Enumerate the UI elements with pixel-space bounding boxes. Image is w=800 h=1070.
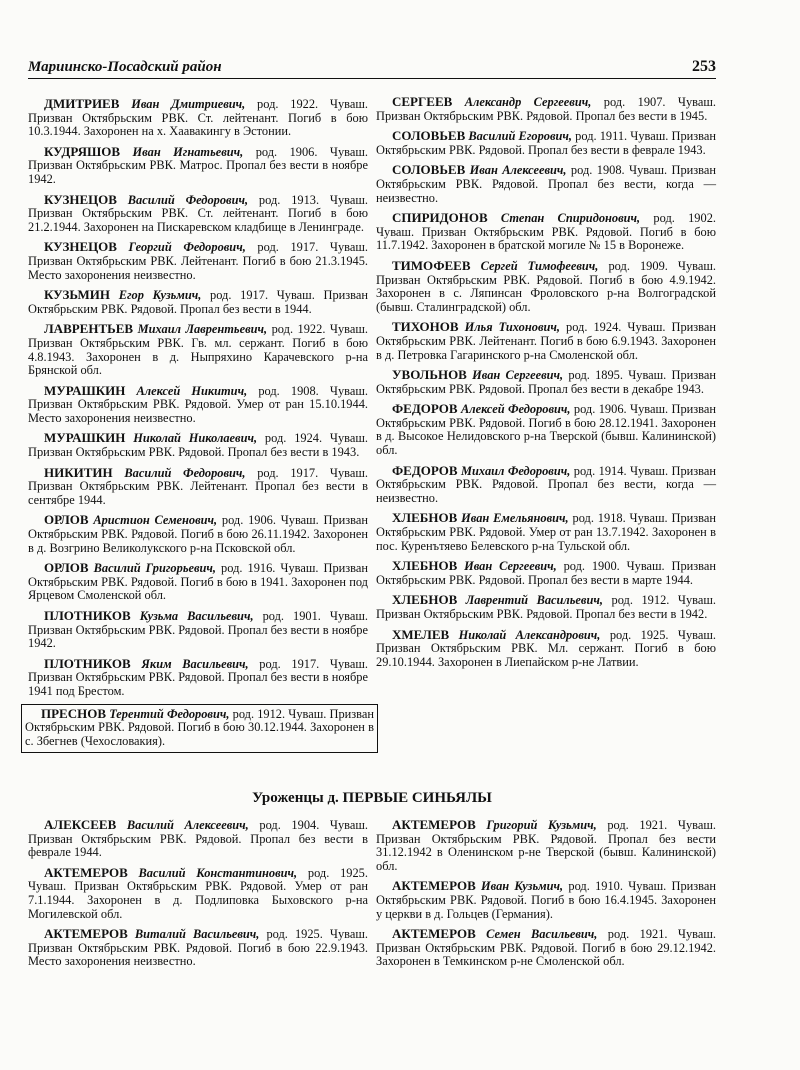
memorial-entry	[28, 561, 368, 603]
entry-surname: ХМЕЛЕВ	[392, 626, 450, 642]
entry-surname: ФЕДОРОВ	[392, 462, 458, 478]
entry-given-name: Сергей Тимофеевич,	[480, 258, 599, 273]
entry-surname: НИКИТИН	[44, 464, 113, 480]
memorial-entry	[28, 97, 368, 139]
entry-text: род. 1925. Чуваш. Призван Октябрьским РВК. Рядовой. Погиб в бою 22.9.1943. Место захоронения неизвестно.	[28, 927, 368, 969]
entry-given-name: Василий Федорович,	[124, 465, 246, 480]
entry-given-name: Василий Федорович,	[127, 192, 249, 207]
section-title: Уроженцы д. ПЕРВЫЕ СИНЬЯЛЫ	[252, 790, 492, 806]
entry-given-name: Александр Сергеевич,	[464, 95, 592, 109]
memorial-entry	[21, 704, 378, 754]
entry-text: род. 1900. Чуваш. Призван Октябрьским РВК. Рядовой. Пропал без вести в марте 1944.	[376, 559, 716, 587]
entry-surname: ПРЕСНОВ	[41, 705, 107, 721]
entry-given-name: Георгий Федорович,	[128, 240, 246, 255]
memorial-entry	[28, 431, 368, 459]
entry-text: род. 1918. Чуваш. Призван Октябрьским РВК. Рядовой. Умер от ран 13.7.1942. Захоронен в пос. Куренътяево Белевского р-на Тульской обл.	[376, 511, 716, 553]
entry-given-name: Иван Игнатьевич,	[132, 144, 244, 159]
memorial-entry	[376, 211, 716, 253]
memorial-entry	[376, 511, 716, 553]
memorial-entry	[376, 368, 716, 396]
entry-text: род. 1917. Чуваш. Призван Октябрьским РВК. Лейтенант. Пропал без вести в сентябре 1944.	[28, 465, 368, 507]
entry-surname: ЛАВРЕНТЬЕВ	[44, 321, 134, 337]
entry-surname: АКТЕМЕРОВ	[392, 878, 476, 894]
entry-text: род. 1901. Чуваш. Призван Октябрьским РВК. Рядовой. Пропал без вести в ноябре 1942.	[28, 609, 368, 651]
entry-surname: ХЛЕБНОВ	[392, 592, 458, 608]
memorial-entry	[376, 464, 716, 506]
entry-text: род. 1912. Чуваш. Призван Октябрьским РВК. Рядовой. Пропал без вести в 1942.	[376, 593, 716, 621]
entry-given-name: Аристион Семенович,	[93, 513, 218, 528]
memorial-entry	[28, 513, 368, 555]
memorial-entry	[376, 593, 716, 621]
entry-surname: КУЗНЕЦОВ	[44, 239, 117, 255]
right-column	[376, 95, 716, 675]
entry-given-name: Егор Кузьмич,	[118, 288, 202, 303]
entry-surname: СЕРГЕЕВ	[392, 94, 453, 109]
entry-given-name: Семен Васильевич,	[486, 927, 598, 942]
entry-given-name: Николай Николаевич,	[133, 431, 258, 446]
memorial-entry	[376, 818, 716, 873]
entry-surname: КУДРЯШОВ	[44, 143, 121, 159]
entry-surname: АКТЕМЕРОВ	[44, 926, 128, 942]
entry-given-name: Илья Тихонович,	[464, 320, 560, 335]
memorial-entry	[28, 609, 368, 651]
memorial-entry	[28, 240, 368, 282]
entry-text: род. 1924. Чуваш. Призван Октябрьским РВК. Лейтенант. Погиб в бою 6.9.1943. Захоронен в д. Петровка Гагаринского р-на Смоленской обл.	[376, 320, 716, 362]
entry-surname: АКТЕМЕРОВ	[44, 864, 128, 880]
entry-text: род. 1902. Чуваш. Призван Октябрьским РВК. Рядовой. Погиб в бою 11.7.1942. Захоронен в братской могиле № 15 в Воронеже.	[376, 211, 716, 253]
entry-surname: ФЕДОРОВ	[392, 401, 458, 417]
entry-text: род. 1912. Чуваш. Призван Октябрьским РВК. Рядовой. Погиб в бою 30.12.1944. Захоронен в с. Збегнев (Чехословакия).	[25, 706, 374, 748]
running-header	[28, 56, 716, 79]
entry-surname: ТИМОФЕЕВ	[392, 257, 471, 273]
page-number: 253	[692, 58, 716, 75]
entry-surname: ОРЛОВ	[44, 560, 89, 576]
memorial-entry	[28, 145, 368, 187]
memorial-entry	[376, 95, 716, 123]
entry-text: род. 1904. Чуваш. Призван Октябрьским РВК. Рядовой. Пропал без вести в феврале 1944.	[28, 818, 368, 860]
entry-surname: ПЛОТНИКОВ	[44, 655, 131, 671]
memorial-entry	[376, 559, 716, 587]
entry-given-name: Михаил Федорович,	[461, 463, 571, 478]
left-column-section2	[28, 818, 368, 975]
entry-text: род. 1917. Чуваш. Призван Октябрьским РВК. Лейтенант. Погиб в бою 21.3.1945. Место захоронения неизвестно.	[28, 240, 369, 282]
memorial-entry	[28, 322, 368, 377]
entry-surname: АЛЕКСЕЕВ	[44, 817, 117, 832]
entry-surname: КУЗНЕЦОВ	[44, 191, 117, 207]
memorial-entry	[376, 129, 716, 157]
entry-text: род. 1917. Чуваш. Призван Октябрьским РВК. Рядовой. Пропал без вести в ноябре 1941 под Брестом.	[28, 656, 368, 698]
memorial-entry	[28, 866, 368, 921]
entry-text: род. 1925. Чуваш. Призван Октябрьским РВК. Рядовой. Умер от ран 7.1.1944. Захоронен в д. Подлиповка Быховского р-на Могилевской обл.	[28, 865, 368, 921]
entry-text: род. 1911. Чуваш. Призван Октябрьским РВК. Рядовой. Пропал без вести в феврале 1943.	[376, 129, 716, 157]
entry-surname: КУЗЬМИН	[44, 287, 110, 303]
entry-given-name: Виталий Васильевич,	[134, 927, 260, 942]
memorial-entry	[376, 320, 716, 362]
memorial-entry	[376, 879, 716, 921]
entry-text: род. 1910. Чуваш. Призван Октябрьским РВК. Рядовой. Погиб в бою 16.4.1945. Захоронен у церкви в д. Гольцев (Германия).	[376, 879, 717, 921]
right-column-section2	[376, 818, 716, 975]
memorial-entry	[376, 927, 716, 969]
entry-given-name: Иван Сергеевич,	[464, 559, 557, 574]
memorial-entry	[376, 628, 716, 670]
entry-given-name: Терентий Федорович,	[109, 706, 230, 721]
entry-text: род. 1906. Чуваш. Призван Октябрьским РВК. Рядовой. Погиб в бою 28.12.1941. Захоронен в д. Высокое Нелидовского р-на Тверской (бывш. Калининской) обл.	[376, 402, 716, 458]
entry-given-name: Григорий Кузьмич,	[486, 818, 597, 832]
entry-surname: УВОЛЬНОВ	[392, 367, 467, 383]
memorial-entry	[376, 163, 716, 205]
entry-text: род. 1907. Чуваш. Призван Октябрьским РВК. Рядовой. Пропал без вести в 1945.	[376, 95, 716, 123]
entry-text: род. 1922. Чуваш. Призван Октябрьским РВК. Гв. мл. сержант. Погиб в бою 4.8.1943. Захоронен в д. Ныпряхино Карачевского р-на Брянской обл.	[28, 322, 368, 378]
entry-surname: ОРЛОВ	[44, 512, 89, 528]
entry-text: род. 1917. Чуваш. Призван Октябрьским РВК. Рядовой. Пропал без вести в 1944.	[28, 288, 369, 316]
entry-given-name: Иван Алексеевич,	[469, 163, 567, 178]
entry-text: род. 1921. Чуваш. Призван Октябрьским РВК. Рядовой. Пропал без вести 31.12.1942 в Оленинском р-не Тверской (бывш. Калининской) обл.	[376, 818, 716, 873]
entry-surname: ТИХОНОВ	[392, 319, 459, 335]
entry-text: род. 1895. Чуваш. Призван Октябрьским РВК. Рядовой. Пропал без вести в декабре 1943.	[376, 368, 716, 396]
entry-text: род. 1909. Чуваш. Призван Октябрьским РВК. Рядовой. Погиб в бою 4.9.1942. Захоронен в с. Ляпинсан Фроловского р-на Волгоградской (бывш. Сталинградской) обл.	[376, 258, 716, 314]
entry-given-name: Алексей Никитич,	[136, 383, 248, 398]
memorial-entry	[28, 288, 368, 316]
entry-text: род. 1906. Чуваш. Призван Октябрьским РВК. Рядовой. Погиб в бою 26.11.1942. Захоронен в д. Возгрино Великолукского р-на Псковской обл.	[28, 513, 368, 555]
entry-text: род. 1913. Чуваш. Призван Октябрьским РВК. Ст. лейтенант. Погиб в бою 21.2.1944. Захоронен на Пискаревском кладбище в Ленинграде.	[28, 192, 368, 234]
memorial-entry	[28, 657, 368, 699]
entry-given-name: Лаврентий Васильевич,	[465, 593, 603, 608]
entry-given-name: Иван Емельянович,	[461, 511, 569, 526]
left-column	[25, 96, 374, 759]
memorial-entry	[28, 193, 368, 235]
entry-given-name: Василий Григорьевич,	[93, 561, 217, 576]
memorial-entry	[28, 466, 368, 508]
entry-surname: ХЛЕБНОВ	[392, 510, 458, 526]
entry-surname: МУРАШКИН	[44, 430, 126, 446]
entry-text: род. 1925. Чуваш. Призван Октябрьским РВК. Мл. сержант. Погиб в бою 29.10.1944. Захоронен в Лиепайском р-не Латвии.	[376, 627, 717, 669]
memorial-entry	[376, 402, 716, 457]
entry-surname: СОЛОВЬЕВ	[392, 162, 466, 178]
entry-text: род. 1908. Чуваш. Призван Октябрьским РВК. Рядовой. Умер от ран 15.10.1944. Место захоронения неизвестно.	[28, 383, 368, 425]
region-title: Мариинско-Посадский район	[28, 59, 222, 75]
entry-surname: МУРАШКИН	[44, 382, 126, 398]
entry-surname: ДМИТРИЕВ	[44, 96, 120, 111]
entry-given-name: Василий Егорович,	[468, 129, 573, 144]
entry-given-name: Иван Кузьмич,	[481, 879, 564, 894]
entry-text: род. 1906. Чуваш. Призван Октябрьским РВК. Матрос. Пропал без вести в ноябре 1942.	[28, 144, 368, 186]
entry-given-name: Яким Васильевич,	[141, 656, 249, 671]
entry-given-name: Михаил Лаврентьевич,	[137, 322, 268, 337]
entry-surname: СПИРИДОНОВ	[392, 210, 488, 226]
entry-surname: ХЛЕБНОВ	[392, 558, 458, 574]
memorial-entry	[28, 818, 368, 860]
entry-given-name: Василий Константинович,	[138, 865, 298, 880]
entry-text: род. 1924. Чуваш. Призван Октябрьским РВК. Рядовой. Пропал без вести в 1943.	[28, 431, 368, 460]
entry-text: род. 1921. Чуваш. Призван Октябрьским РВК. Рядовой. Погиб в бою 29.12.1942. Захоронен в Темкинском р-не Смоленской обл.	[376, 927, 716, 969]
entry-given-name: Кузьма Васильевич,	[139, 609, 254, 623]
entry-text: род. 1922. Чуваш. Призван Октябрьским РВК. Ст. лейтенант. Погиб в бою 10.3.1944. Захоронен на х. Хаавакингу в Эстонии.	[28, 97, 368, 139]
entry-text: род. 1914. Чуваш. Призван Октябрьским РВК. Рядовой. Пропал без вести, когда — неизвестно.	[376, 463, 716, 505]
memorial-entry	[28, 384, 368, 426]
entry-given-name: Иван Сергеевич,	[472, 368, 564, 383]
entry-surname: ПЛОТНИКОВ	[44, 608, 131, 623]
entry-given-name: Василий Алексеевич,	[126, 818, 249, 832]
entry-text: род. 1908. Чуваш. Призван Октябрьским РВК. Рядовой. Пропал без вести, когда — неизвестно.	[376, 163, 716, 205]
memorial-entry	[28, 927, 368, 969]
entry-given-name: Иван Дмитриевич,	[131, 97, 246, 111]
entry-surname: СОЛОВЬЕВ	[392, 128, 466, 144]
entry-given-name: Алексей Федорович,	[460, 402, 571, 417]
entry-given-name: Степан Спиридонович,	[500, 211, 641, 226]
entry-surname: АКТЕМЕРОВ	[392, 817, 476, 832]
entry-text: род. 1916. Чуваш. Призван Октябрьским РВК. Рядовой. Погиб в бою в 1941. Захоронен под Ярцевом Смоленской обл.	[28, 561, 368, 603]
entry-given-name: Николай Александрович,	[458, 627, 601, 642]
memorial-entry	[376, 259, 716, 314]
entry-surname: АКТЕМЕРОВ	[392, 926, 476, 942]
